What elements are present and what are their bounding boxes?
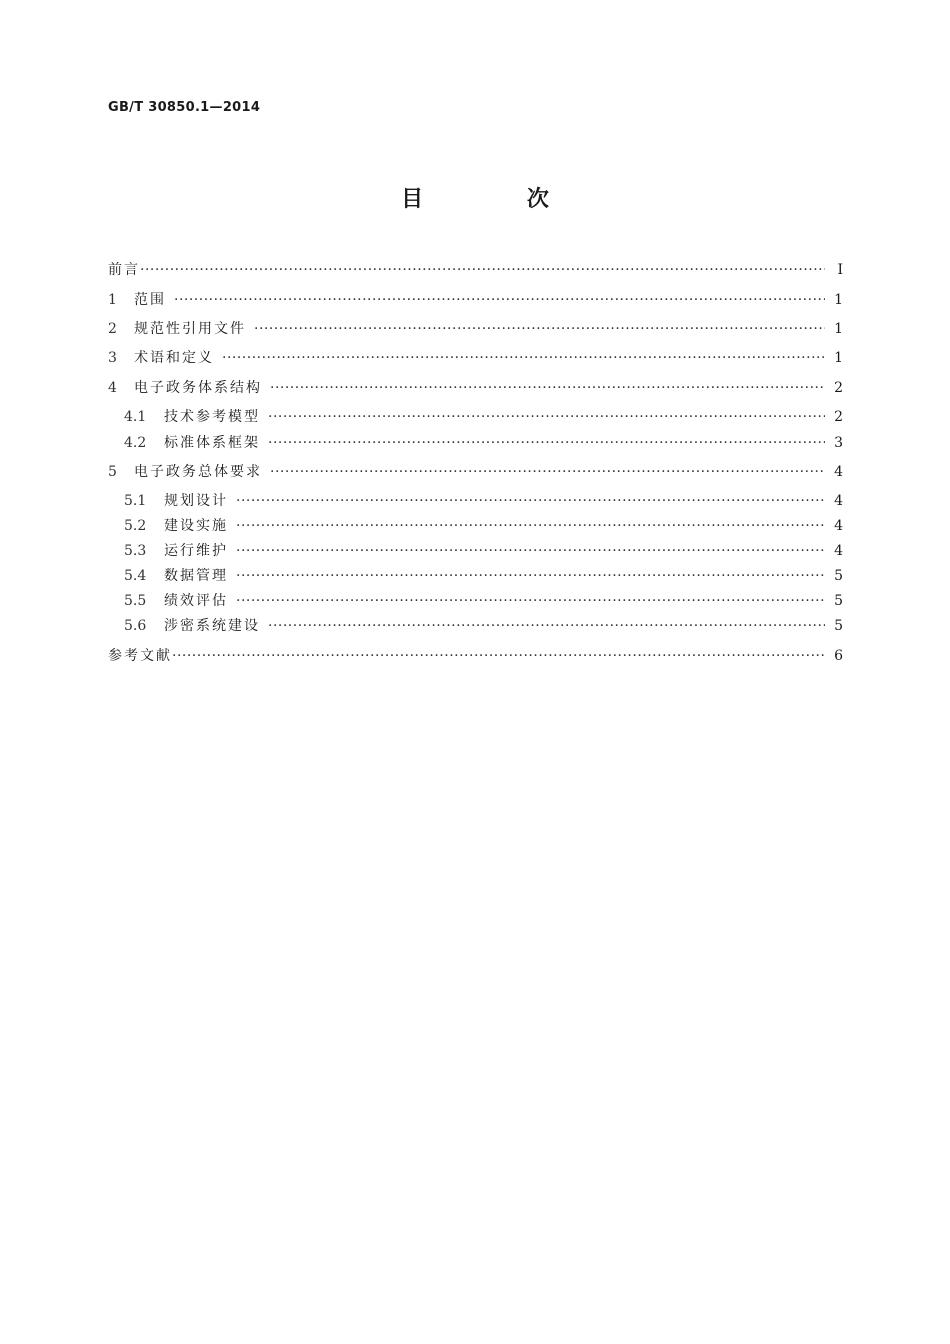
toc-entry-number: 5.6 [124,618,147,634]
toc-entry-4-1[interactable] [108,407,843,427]
toc-entry-page: 5 [834,618,843,634]
toc-entry-text: 范围 [134,292,166,308]
toc-entry-number: 5.1 [124,493,147,509]
toc-leader-dots [236,516,825,536]
toc-entry-text: 术语和定义 [134,350,214,366]
toc-entry-text: 运行维护 [164,543,228,559]
toc-leader-dots [236,566,825,586]
toc-entry-page: 5 [834,593,843,609]
toc-entry-number: 2 [108,321,117,337]
toc-entry-page: 2 [834,409,843,425]
toc-leader-dots [254,319,825,339]
toc-entry-foreword[interactable] [108,260,843,280]
toc-entry-text: 电子政务体系结构 [134,380,262,396]
toc-leader-dots [222,348,825,368]
toc-entry-page: 2 [834,380,843,396]
toc-entry-text: 参考文献 [108,648,172,664]
toc-entry-page: 6 [834,648,843,664]
toc-entry-number: 5.3 [124,543,147,559]
toc-leader-dots [270,378,825,398]
toc-entry-text: 技术参考模型 [164,409,260,425]
toc-entry-1[interactable] [108,290,843,310]
toc-entry-text: 建设实施 [164,518,228,534]
toc-leader-dots [236,491,825,511]
toc-leader-dots [236,541,825,561]
standard-number: GB/T 30850.1—2014 [108,100,261,115]
toc-entry-text: 规划设计 [164,493,228,509]
toc-entry-number: 3 [108,350,117,366]
toc-entry-text: 电子政务总体要求 [134,464,262,480]
toc-entry-number: 1 [108,292,117,308]
toc-entry-number: 4 [108,380,117,396]
toc-entry-5-1[interactable] [108,491,843,511]
toc-entry-text: 数据管理 [164,568,228,584]
toc-leader-dots [268,407,825,427]
toc-entry-number: 4.1 [124,409,147,425]
toc-entry-4[interactable] [108,378,843,398]
toc-entry-2[interactable] [108,319,843,339]
toc-entry-5-4[interactable] [108,566,843,586]
toc-title: 目 次 [401,187,597,212]
toc-entry-number: 5.2 [124,518,147,534]
toc-entry-page: 3 [834,435,843,451]
toc-entry-text: 标准体系框架 [164,435,260,451]
toc-entry-5-3[interactable] [108,541,843,561]
toc-entry-text: 涉密系统建设 [164,618,260,634]
toc-entry-text: 规范性引用文件 [134,321,246,337]
toc-entry-5[interactable] [108,462,843,482]
toc-entry-number: 4.2 [124,435,147,451]
toc-entry-5-5[interactable] [108,591,843,611]
toc-entry-text: 绩效评估 [164,593,228,609]
toc-entry-references[interactable] [108,646,843,666]
toc-entry-5-6[interactable] [108,616,843,636]
toc-leader-dots [236,591,825,611]
toc-leader-dots [174,290,825,310]
toc-entry-page: 4 [834,464,843,480]
toc-entry-page: 1 [834,350,843,366]
toc-entry-page: 1 [834,321,843,337]
toc-leader-dots [140,260,825,280]
toc-entry-4-2[interactable] [108,433,843,453]
toc-entry-3[interactable] [108,348,843,368]
toc-entry-number: 5 [108,464,117,480]
toc-entry-number: 5.5 [124,593,147,609]
toc-entry-number: 5.4 [124,568,147,584]
toc-entry-5-2[interactable] [108,516,843,536]
toc-entry-text: 前言 [108,262,140,278]
toc-entry-page: Ⅰ [837,262,843,278]
toc-leader-dots [172,646,825,666]
toc-entry-page: 4 [834,543,843,559]
toc-entry-page: 4 [834,518,843,534]
toc-entry-page: 4 [834,493,843,509]
toc-leader-dots [270,462,825,482]
toc-leader-dots [268,433,825,453]
toc-leader-dots [268,616,825,636]
toc-entry-page: 5 [834,568,843,584]
toc-entry-page: 1 [834,292,843,308]
